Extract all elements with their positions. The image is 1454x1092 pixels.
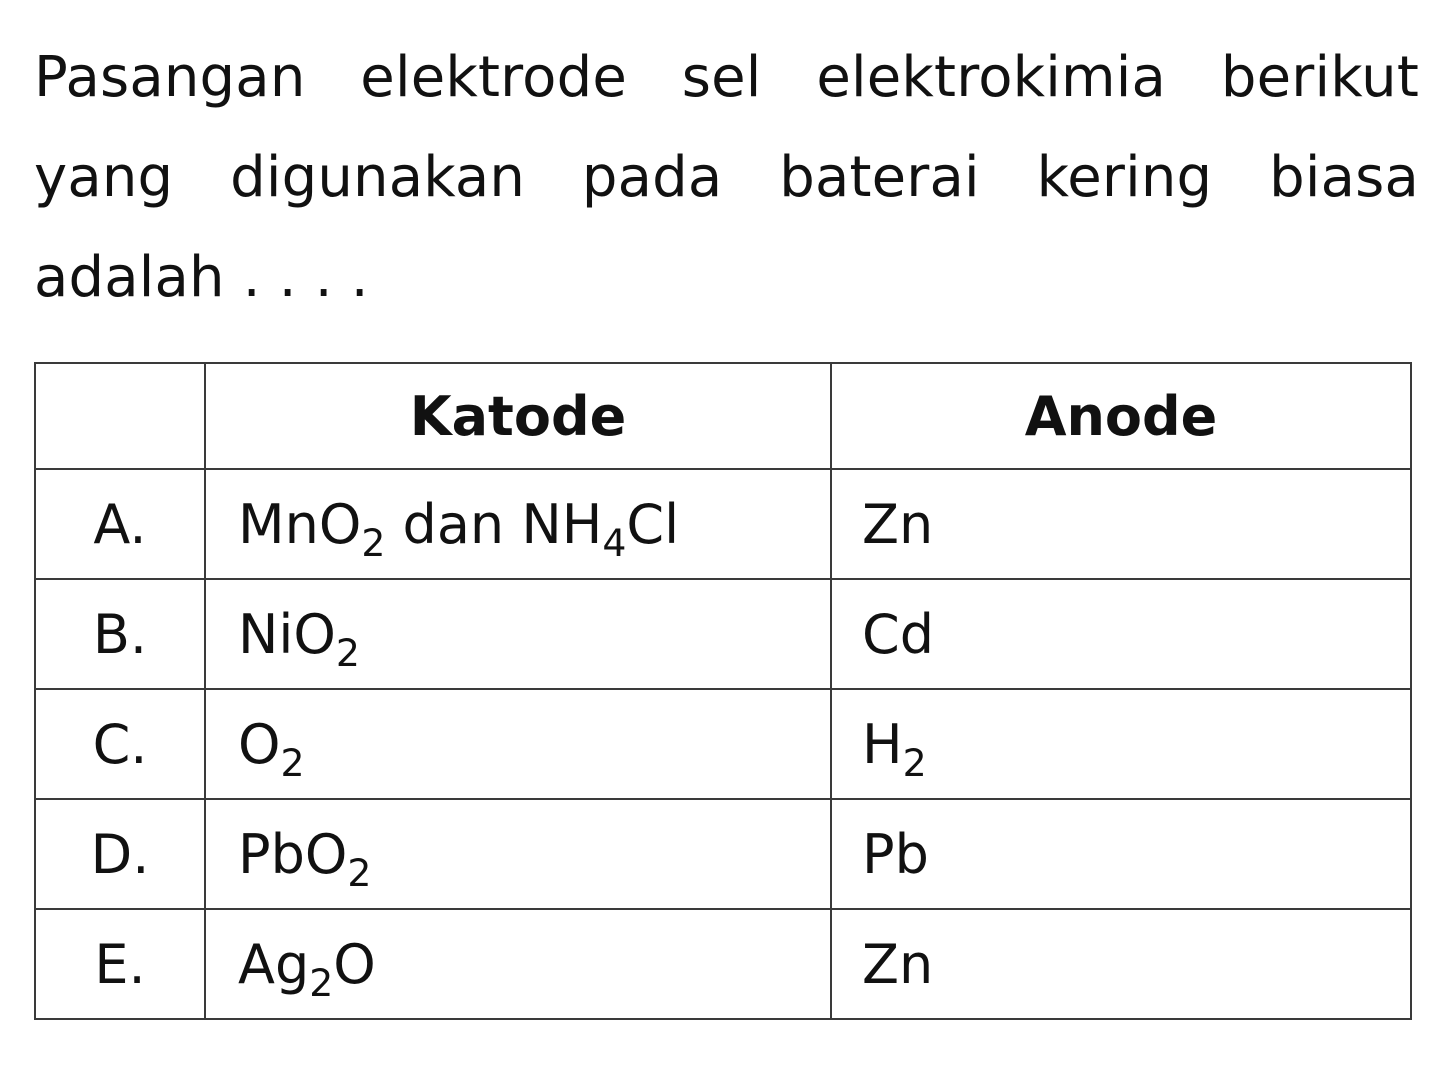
option-letter: D. [35,799,205,909]
option-letter: B. [35,579,205,689]
katode-formula: $Ag_2O$ [205,909,831,1019]
table-header-row [35,363,1411,469]
table-row [35,799,1411,909]
katode-formula: NiO$_2$ [205,579,831,689]
option-letter: A. [35,469,205,579]
question-text: Pasangan elektrode sel elektrokimia berikut yang digunakan pada baterai kering biasa adalah . . . . [34,45,1419,310]
katode-formula: MnO$_2$ dan $NH_4Cl$ [205,469,831,579]
option-letter: C. [35,689,205,799]
katode-formula: $O_2$ [205,689,831,799]
table-row [35,469,1411,579]
header-katode: Katode [205,363,831,469]
anode-formula: Cd [831,579,1411,689]
option-letter: E. [35,909,205,1019]
anode-formula: Pb [831,799,1411,909]
table-row [35,909,1411,1019]
anode-formula: Zn [831,469,1411,579]
header-anode: Anode [831,363,1411,469]
katode-formula: PbO$_2$ [205,799,831,909]
header-corner-cell [35,363,205,469]
table-row [35,689,1411,799]
table-row [35,579,1411,689]
anode-formula: $H_2$ [831,689,1411,799]
answer-options-table [34,362,1412,1020]
anode-formula: Zn [831,909,1411,1019]
